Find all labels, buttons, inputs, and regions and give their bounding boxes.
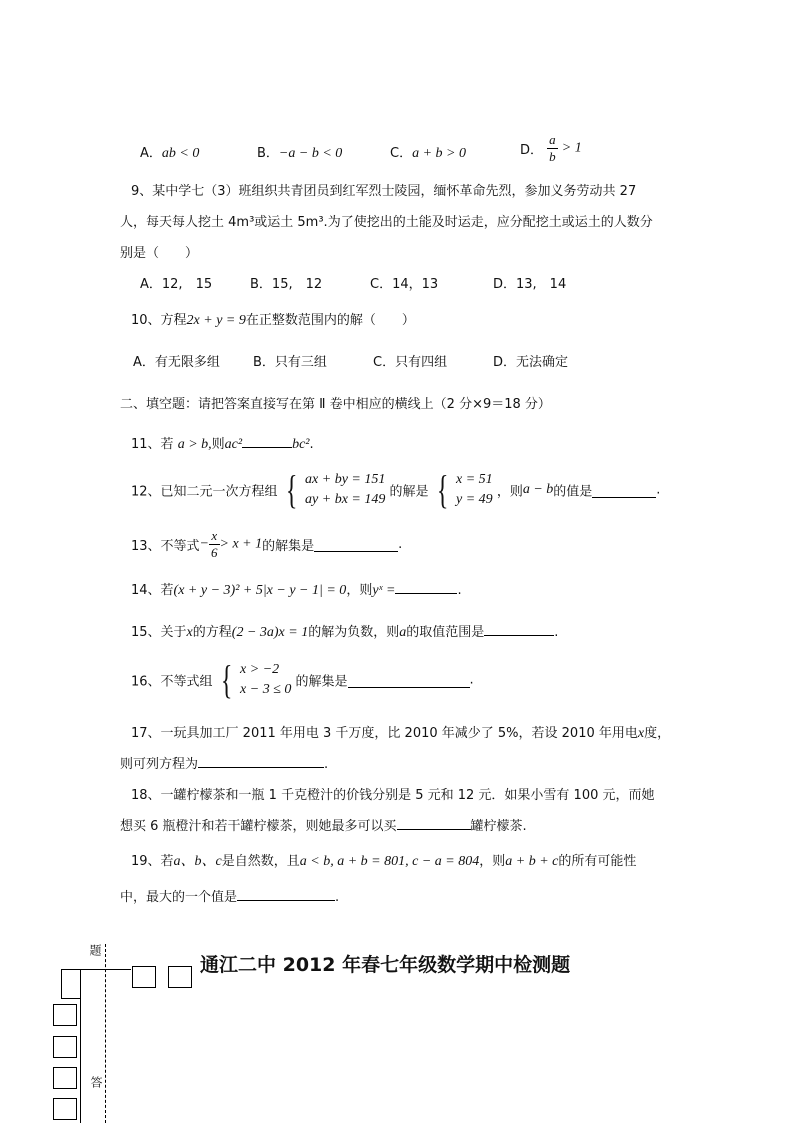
score-box-2[interactable]: [168, 966, 192, 988]
q15-answer-blank[interactable]: [484, 621, 554, 636]
q8-option-d: D． $\frac{a}{b}$ > 1: [520, 132, 582, 164]
q17-answer-blank[interactable]: [198, 753, 324, 768]
q12-answer-blank[interactable]: [592, 483, 656, 498]
q12-brace-left: {: [285, 467, 298, 512]
q8-d-fraction: $\frac{a}{b}$: [549, 132, 556, 164]
q18-line1: 18、一罐柠檬茶和一瓶 1 千克橙汁的价钱分别是 5 元和 12 元．如果小雪有 100 元，而她: [131, 788, 655, 803]
q10-option-c: C．只有四组: [373, 355, 448, 370]
q19-line2: 中，最大的一个值是 .: [120, 886, 339, 905]
margin-hline-top: [61, 969, 131, 970]
q12-brace-right: {: [436, 467, 449, 512]
q9-line3: 别是（ ）: [120, 246, 199, 261]
q12-system: ax + by = 151 ay + bx = 149: [305, 472, 386, 507]
q18-line2: 想买 6 瓶橙汁和若干罐柠檬茶，则她最多可以买 罐柠檬茶.: [120, 815, 527, 834]
q11-answer-blank[interactable]: [242, 433, 292, 448]
margin-hline-mid: [61, 998, 81, 999]
q16-answer-blank[interactable]: [348, 673, 470, 688]
q9-line2: 人，每天每人挖土 4m³或运土 5m³.为了使挖出的土能及时运走，应分配挖土或运土的人数分: [120, 215, 653, 230]
q10-option-b: B．只有三组: [253, 355, 327, 370]
q18-answer-blank[interactable]: [397, 815, 471, 830]
q12: 12、已知二元一次方程组 { ax + by = 151 ay + bx = 149 的解是 { x = 51 y = 49 ，则a − b的值是 .: [131, 467, 661, 512]
q13-answer-blank[interactable]: [314, 537, 398, 552]
margin-cut-line: [105, 944, 106, 1123]
section2-heading: 二、填空题：请把答案直接写在第 Ⅱ 卷中相应的横线上（2 分×9＝18 分）: [120, 397, 551, 412]
q9-option-d: D．13, 14: [493, 277, 567, 292]
q9-line1: 9、某中学七（3）班组织共青团员到红军烈士陵园，缅怀革命先烈，参加义务劳动共 27: [131, 184, 637, 199]
q14: 14、若(x + y − 3)² + 5|x − y − 1| = 0，则yˣ = .: [131, 579, 462, 599]
q8-option-c: C．a + b > 0: [390, 146, 466, 161]
q12-solution: x = 51 y = 49: [456, 472, 493, 507]
q13: 13、不等式− $\frac{x}{6}$ > x + 1的解集是 .: [131, 528, 403, 560]
q8-options: [140, 142, 199, 162]
info-box-3[interactable]: [53, 1067, 77, 1089]
q13-fraction: $\frac{x}{6}$: [211, 528, 218, 560]
q16-system: x > −2 x − 3 ≤ 0: [240, 662, 292, 697]
q17-line2: 则可列方程为 .: [120, 753, 328, 772]
q14-answer-blank[interactable]: [395, 579, 457, 594]
q9-option-a: A．12, 15: [140, 277, 213, 292]
q17-line1: 17、一玩具加工厂 2011 年用电 3 千万度，比 2010 年减少了 5%，若设 2010 年用电x度，: [131, 726, 671, 741]
q19-answer-blank[interactable]: [237, 886, 335, 901]
q16-brace: {: [220, 657, 233, 702]
exam-title: 通江二中 2012 年春七年级数学期中检测题: [200, 954, 571, 976]
info-box-1[interactable]: [53, 1004, 77, 1026]
q10-stem: 10、方程2x + y = 9在正整数范围内的解（ ）: [131, 313, 415, 328]
margin-char-top: 题: [88, 944, 102, 956]
q19-line1: 19、若a、b、c是自然数，且a < b, a + b = 801, c − a = 804，则a + b + c的所有可能性: [131, 854, 637, 869]
margin-char-bottom: 答: [89, 1076, 103, 1088]
info-box-4[interactable]: [53, 1098, 77, 1120]
q9-option-c: C．14，13: [370, 277, 439, 292]
q16: 16、不等式组 { x > −2 x − 3 ≤ 0 的解集是 .: [131, 657, 474, 702]
margin-vline-inner: [80, 969, 81, 1123]
q15: 15、关于x的方程(2 − 3a)x = 1的解为负数，则a的取值范围是 .: [131, 621, 558, 641]
q10-option-a: A．有无限多组: [133, 355, 220, 370]
q11: 11、若 a > b,则ac² bc².: [131, 433, 314, 453]
margin-vline-left: [61, 969, 62, 999]
q10-option-d: D．无法确定: [493, 355, 569, 370]
q9-option-b: B．15, 12: [250, 277, 323, 292]
info-box-2[interactable]: [53, 1036, 77, 1058]
score-box-1[interactable]: [132, 966, 156, 988]
q8-option-a: A．ab < 0: [140, 146, 200, 161]
q8-option-b: B．−a − b < 0: [257, 146, 343, 161]
